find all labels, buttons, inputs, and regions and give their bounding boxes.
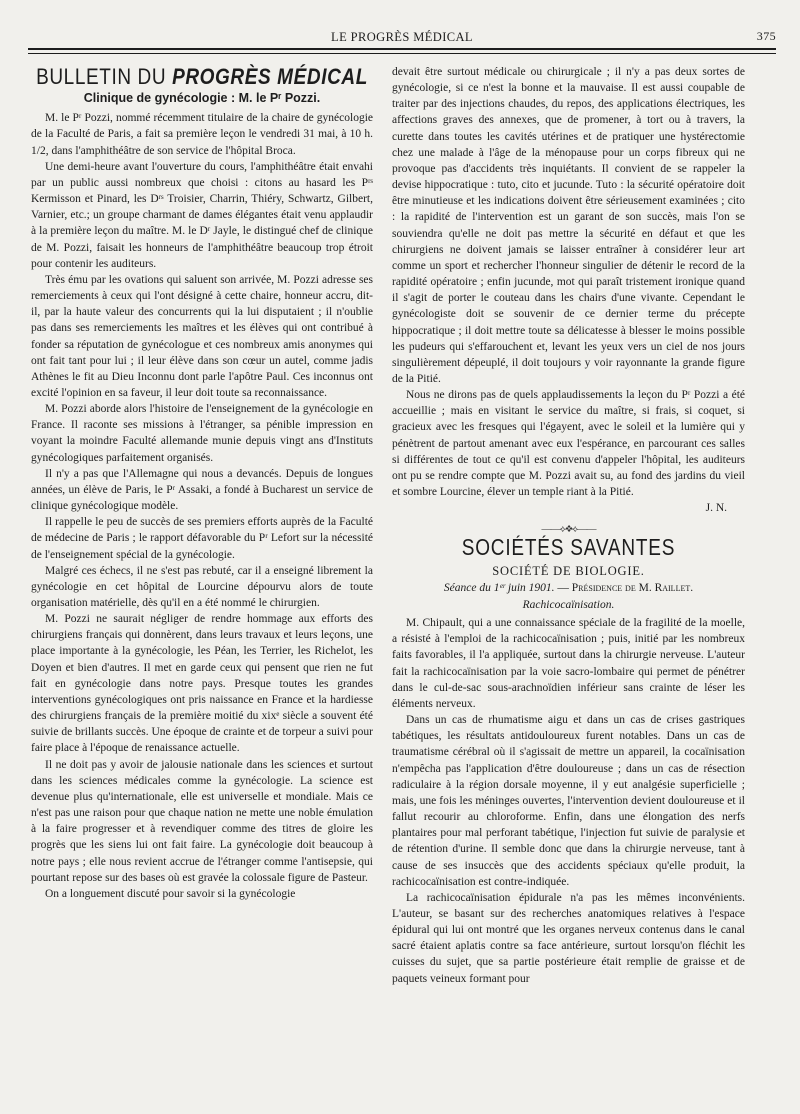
header-rule-thick: [28, 48, 776, 50]
topic-title: Rachicocaïnisation.: [522, 599, 615, 611]
paragraph: Il ne doit pas y avoir de jalousie nationale dans les sciences et surtout dans les sciences médicales comme la gynécologie. La science est devenue plus qu'internationale, elle est universelle et mondiale. Mais ce n'est pas une raison pour que chaque nation ne mette une noble émulation à la faire progresser et à revendiquer comme des titres de gloire les progrès que les siens lui ont fait faire. La gynécologie doit beaucoup à notre pays ; elle nous revient accrue de l'étranger comme l'antisepsie, qui pourtant repose sur des bases où est gravée la colossale figure de Pasteur.: [31, 758, 373, 884]
paragraph: Malgré ces échecs, il ne s'est pas rebuté, car il a enseigné librement la gynécologie en cet hôpital de Lourcine dépourvu alors de toute organisation matérielle, dès qu'il en a été nommé le chirurgien.: [31, 564, 373, 609]
journal-running-title: LE PROGRÈS MÉDICAL: [331, 30, 473, 44]
societes-savantes-heading: SOCIÉTÉS SAVANTES: [461, 535, 676, 561]
paragraph: On a longuement discuté pour savoir si la gynécologie: [45, 887, 296, 900]
bulletin-title-journal: PROGRÈS MÉDICAL: [172, 65, 368, 90]
left-column: [31, 64, 373, 902]
bulletin-title: [31, 65, 373, 90]
society-name-heading: SOCIÉTÉ DE BIOLOGIE.: [492, 563, 645, 578]
author-signature: J. N.: [705, 502, 727, 515]
bulletin-title-prefix: BULLETIN DU: [36, 65, 173, 90]
page-number: 375: [756, 29, 776, 43]
paragraph: Nous ne dirons pas de quels applaudissements la leçon du Pʳ Pozzi a été accueillie ; mais en visitant le service du maître, si frais, si coquet, si gracieux avec les fresques qui l'égayent, avec le soleil et la lumière qui y pénètrent de partout amenant avec eux l'espérance, en parcourant ces salles si différentes de tout ce qu'il est convenu d'appeler l'hôpital, les auditeurs ont pu se rendre compte que M. Pozzi avait su, au fond des jardins du vieil et sombre Lourcine, élever un temple riant à la Pitié.: [392, 389, 745, 499]
clinique-heading: Clinique de gynécologie : M. le Pʳ Pozzi.: [83, 91, 321, 106]
section-separator-ornament: ——⟡❖⟡——: [541, 524, 596, 536]
paragraph: M. Pozzi aborde alors l'histoire de l'enseignement de la gynécologie en France. Il raconte ses missions à l'étranger, sa pénible impression en voyant la moindre Faculté allemande munie depuis vingt ans d'Instituts gynécologiques parfaitement organisés.: [31, 403, 373, 464]
right-column: [392, 64, 745, 987]
header-rule-thin: [28, 53, 776, 54]
paragraph: M. Chipault, qui a une connaissance spéciale de la fragilité de la moelle, a résisté à l'emploi de la rachicocaïnisation ; puis, initié par les nombreux faits favorables, il l'a appliquée, surtout dans la chirurgie nerveuse. L'auteur fait la rachicocaïnisation par la voie sacro-lombaire qui permet de pénétrer dans le cul-de-sac sous-arachnoïdien inférieur sans crainte de léser les éléments nerveux.: [392, 617, 745, 710]
paragraph: Très ému par les ovations qui saluent son arrivée, M. Pozzi adresse ses remerciements à ceux qui l'ont désigné à cette chaire, honneur accru, dit-il, par la haute valeur des concurrents qui la lui disputaient ; il n'oublie pas dans ses remerciements les maîtres et les élèves qui ont contribué à fonder sa réputation de gynécologue et ces nombreux amis anonymes qui ont fait tant pour lui ; il leur élève dans son cœur un autel, comme jadis Athènes le fit au Dieu Inconnu dont parle l'apôtre Paul. Ces inconnus ont excité l'opinion en sa faveur, il leur doit toute sa reconnaissance.: [31, 273, 373, 399]
paragraph: Dans un cas de rhumatisme aigu et dans un cas de crises gastriques tabétiques, les résultats antidouloureux furent notables. Dans un cas de traumatisme cérébral où il s'agissait de mettre un appareil, la cocaïnisation n'empêcha pas l'application d'être douloureuse ; dans un cas de résection radiculaire à la région dorsale moyenne, il y eut analgésie superficielle ; mais, une fois les méninges ouvertes, l'intervention devient douloureuse et il fallut recourir au chloroforme. Enfin, dans une élongation des nerfs plantaires pour mal perforant tabétique, l'injection fut suivie de paralysie et de rétention d'urine. Il semble donc que dans la chirurgie nerveuse, tant à cause de ses insuccès que des accidents spéciaux qu'elle produit, la rachicocaïnisation est contre-indiquée.: [392, 714, 745, 888]
paragraph: M. le Pʳ Pozzi, nommé récemment titulaire de la chaire de gynécologie de la Faculté de Paris, a fait sa première leçon le vendredi 31 mai, à 10 h. 1/2, dans l'amphithéâtre de son service de l'hôpital Broca.: [31, 112, 373, 157]
running-header: [28, 29, 776, 47]
paragraph: Il rappelle le peu de succès de ses premiers efforts auprès de la Faculté de médecine de Paris ; le rapport défavorable du Pʳ Lefort sur la nécessité de l'enseignement spécial de la gynécologie.: [31, 516, 373, 561]
seance-date: Séance du 1ᵉʳ juin 1901.: [443, 581, 555, 594]
paragraph: devait être surtout médicale ou chirurgicale ; il n'y a pas deux sortes de gynécologie, si ce n'est la bonne et la mauvaise. Il est aussi coupable de traiter par des injections chaudes, du repos, des applications électriques, les affections graves des annexes, que de promener, à tort ou à travers, la curette dans toutes les cavités utérines et de pratiquer une hystérectomie chez une malade à l'âge de la ménopause pour un corps fibreux qui ne provoque pas d'accidents très inquiétants. Il convient de se rappeler la devise hippocratique : tuto, cito et jucunde. Tuto : la sécurité opératoire doit être minutieuse et les indications doivent être sérieusement examinées ; cito : la rapidité de l'intervention est un garant de son succès, mais l'on se souviendra qu'elle ne doit pas mettre la sécurité en défaut et que les chirurgiens ne doivent jamais se laisser entraîner à considérer leur art comme un sport et rechercher l'honneur singulier de détenir le record de la rapidité opératoire ; enfin jucunde, mot qui paraît tristement ironique quand il s'agit de porter le couteau dans les chairs d'une vivante. Cependant le gynécologiste doit se souvenir de ce dernier terme du précepte hippocratique ; il doit mettre toute sa délicatesse à blesser le moins possible les pudeurs qui s'effarouchent et, levant les yeux vers un ciel de nos jours singulièrement dépeuplé, il doit toujours y voir rayonnante la grande figure de la Pitié.: [392, 66, 745, 385]
seance-presidence: — Présidence de M. Raillet.: [557, 581, 694, 594]
seance-line: [392, 580, 745, 596]
paragraph: M. Pozzi ne saurait négliger de rendre hommage aux efforts des chirurgiens français qui donnèrent, dans leurs travaux et leurs leçons, une place importante à la gynécologie, les Péan, les Terrier, les Richelot, les Doyen et bien d'autres. Il met en garde ceux qui pensent que rien ne fut fait en gynécologie dans notre pays. Presque toutes les grandes interventions gynécologiques ont pris naissance en France et la hardiesse des chirurgiens français de la première moitié du xixᵉ siècle a souvent été suivie de brillants succès. Une époque de crainte et de torpeur a suivi pour faire place à l'époque de renaissance actuelle.: [31, 613, 373, 755]
paragraph: La rachicocaïnisation épidurale n'a pas les mêmes inconvénients. L'auteur, se basant sur des recherches anatomiques relatives à l'espace épidural qui lui ont montré que les organes nerveux contenus dans le canal sacré étaient aplatis contre sa face antérieure, surtout lorsqu'on fléchit les cuisses du sujet, que sa partie postérieure était remplie de graisse et de paquets veineux formant pour: [392, 891, 745, 985]
paragraph: Une demi-heure avant l'ouverture du cours, l'amphithéâtre était envahi par un public aussi nombreux que choisi : citons au hasard les Pʳˢ Kermisson et Pinard, les Dʳˢ Troisier, Charrin, Thiéry, Schwartz, Gilbert, Varnier, etc.; un groupe charmant de dames élégantes était venu applaudir à la première leçon du maître. M. le Dʳ Jayle, le distingué chef de clinique de M. Pozzi, faisait les honneurs de l'amphithéâtre beaucoup trop étroit pour contenir les auditeurs.: [31, 160, 373, 270]
paragraph: Il n'y a pas que l'Allemagne qui nous a devancés. Depuis de longues années, un élève de Paris, le Pʳ Assaki, a fondé à Bucharest un service de clinique gynécologique modèle.: [31, 467, 373, 513]
